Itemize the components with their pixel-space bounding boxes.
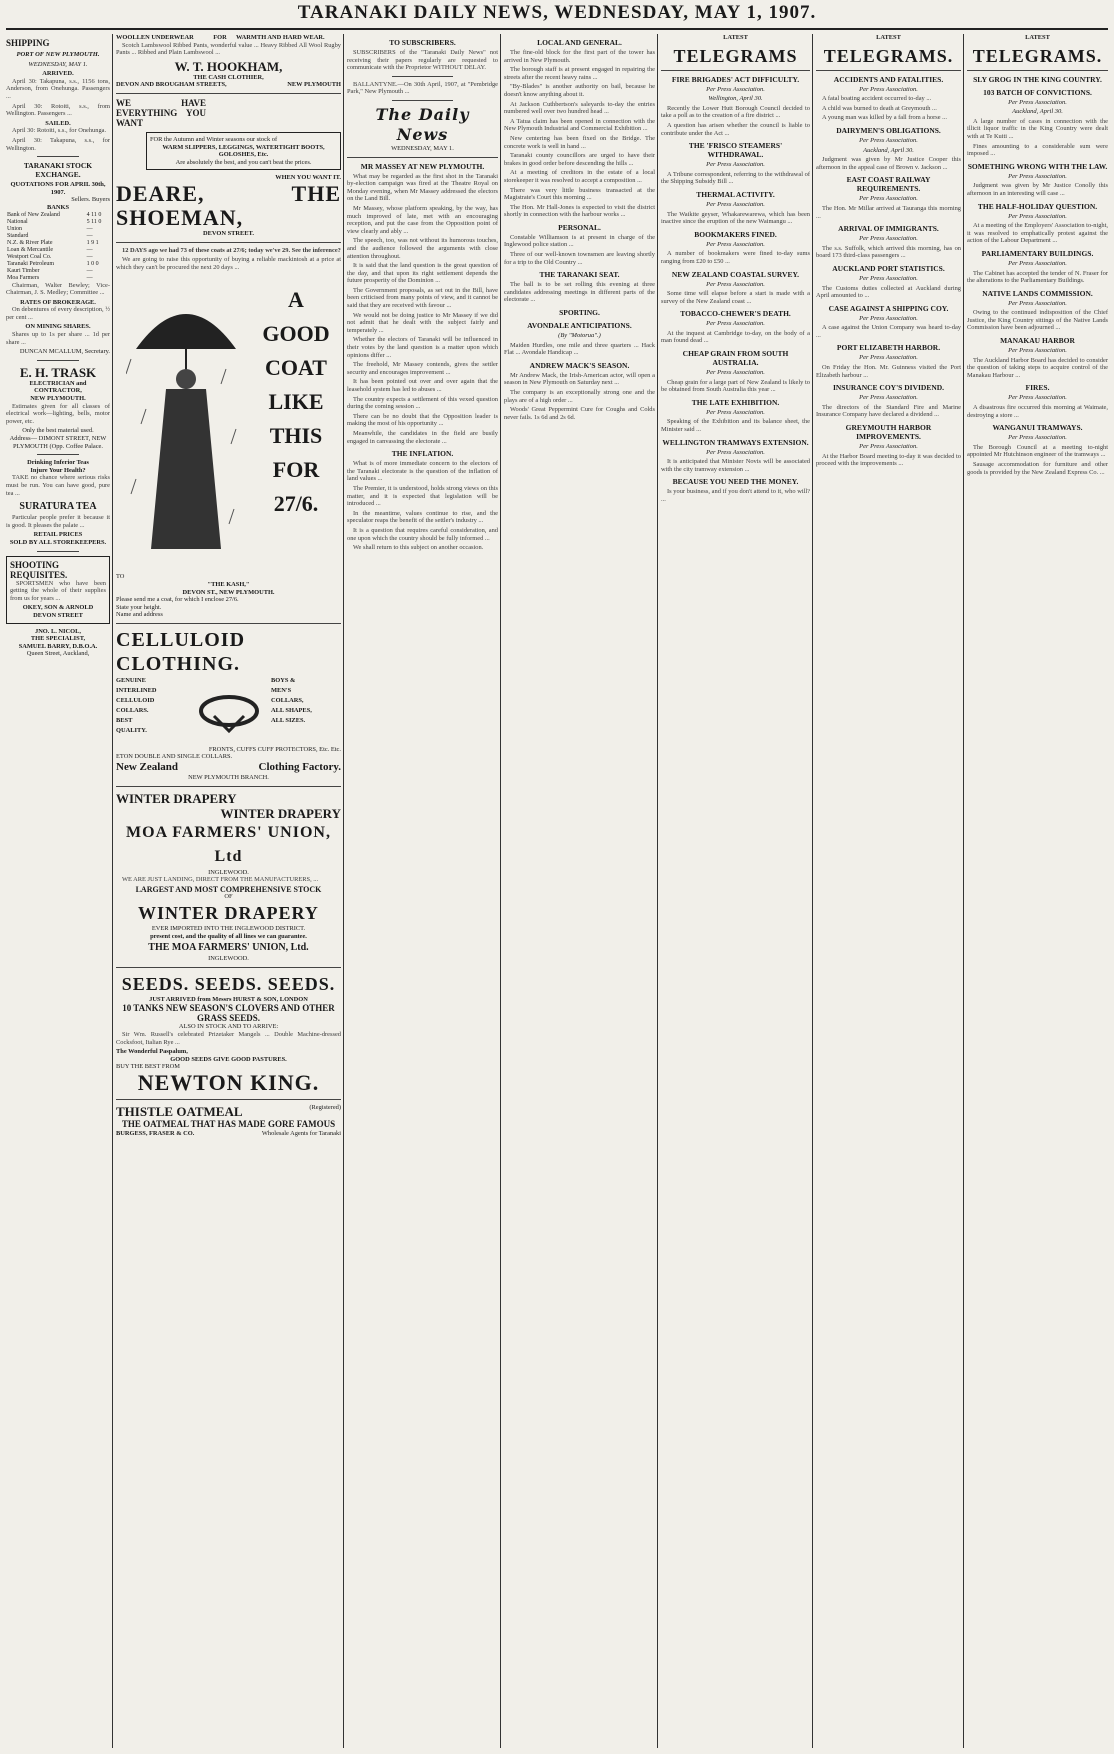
mack-text: Mr Andrew Mack, the Irish-American actor, will open a season in New Plymouth on Saturday next ... The company is an exceptionally strong one and the plays are of a high order ... Woods' Great Peppermint Cure for Coughs and Colds never fails. 1s 6d and 2s 6d. xyxy=(504,371,655,421)
woollen-heading: WOOLLEN UNDERWEAR xyxy=(116,34,194,41)
manakau-heading: MANAKAU HARBOR xyxy=(1000,336,1075,346)
coat-word: GOOD xyxy=(262,321,330,347)
shipping-heading: SHIPPING xyxy=(6,38,50,48)
hookham-clothier: THE CASH CLOTHIER, xyxy=(193,73,264,81)
latest-label: LATEST xyxy=(723,34,748,41)
broker-name: DUNCAN MCALLUM, Secretary. xyxy=(19,348,110,356)
celluloid-left xyxy=(116,676,186,746)
elizabeth-heading: PORT ELIZABETH HARBOR. xyxy=(836,343,941,353)
per-press: Per Press Association. xyxy=(1008,212,1067,220)
bookmakers-heading: BOOKMAKERS FINED. xyxy=(694,229,777,239)
celluloid-heading: CELLULOID CLOTHING. xyxy=(116,628,246,675)
half-heading: THE HALF-HOLIDAY QUESTION. xyxy=(977,201,1098,211)
stock-notes: Chairman, Walter Bewley; Vice-Chairman, J. S. Medley; Committee ... xyxy=(6,281,110,297)
auckland-text: The Customs duties collected at Auckland during April amounted to ... xyxy=(816,284,961,300)
because-text: Is your business, and if you don't attend to it, who will? ... xyxy=(661,488,810,503)
accidents-text: A fatal boating accident occurred to-day ... A child was burned to death at Greymouth ... A young man was killed by a fall from a horse ... xyxy=(822,95,947,122)
moa-heading-2: THE MOA FARMERS' UNION, Ltd. xyxy=(148,942,309,954)
arrival-text: The s.s. Suffolk, which arrived this morning, has on board 173 third-class passengers ... xyxy=(816,244,961,260)
coat-word: 27/6. xyxy=(273,491,319,517)
sporting-heading: SPORTING. xyxy=(559,308,600,318)
thistle-registered: (Registered) xyxy=(309,1103,341,1111)
deare-autumn: FOR the Autumn and Winter seasons our stock of xyxy=(150,135,278,143)
brokerage-heading: RATES OF BROKERAGE. xyxy=(20,298,96,306)
celluloid-word: ALL SIZES. xyxy=(271,716,306,724)
column-local xyxy=(504,34,655,1748)
per-press: Per Press Association. xyxy=(706,161,765,169)
seeds-heading: SEEDS. SEEDS. SEEDS. xyxy=(121,973,336,994)
local-text: The fine-old block for the first part of the tower has arrived in New Plymouth. The borough staff is at present engaged in repairing the streets after the recent heavy rains ... "By-Blades" is another authority on bail, because he doesn't know anything about it. At Jackson Cuthbertson's saleyards to-day the entries numbered well over two hundred head ... A Tatua claim has been opened in connection with the New Plymouth Industrial and Commercial Exhibition ... New centering has been fixed on the Bridge. The concrete work is well in hand ... Taranaki county councillors are urged to have their brakes in good order before descending the hills ... At a meeting of creditors in the estate of a local storekeeper it was resolved to accept a composition ... There was very little business transacted at the Magistrate's Court this morning ... The Hon. Mr Hall-Jones is expected to visit the district shortly in connection with the harbour works ... xyxy=(504,49,655,219)
per-press: Per Press Association. xyxy=(1008,434,1067,442)
moa-landing-text: WE ARE JUST LANDING, DIRECT FROM THE MANUFACTURERS, ... xyxy=(122,876,319,884)
celluloid-word: INTERLINED xyxy=(116,686,157,694)
native-heading: NATIVE LANDS COMMISSION. xyxy=(982,288,1093,298)
shooting-text: SPORTSMEN who have been getting the whole of their supplies from us for years ... xyxy=(10,579,106,602)
hurst-line: JUST ARRIVED from Messrs HURST & SON, LONDON xyxy=(149,995,308,1003)
trask-name: E. H. TRASK xyxy=(19,364,97,380)
column-rule xyxy=(343,34,344,1748)
celluloid-right xyxy=(271,676,341,746)
celluloid-word: BEST xyxy=(116,716,133,724)
stock-table: Bank of New Zealand 4 11 0 National 5 11 0 Union — Standard — N.Z. & River Plate 1 9 1 Loan & Mercantile — Westport Coal Co. — Taranaki Petroleum 1 0 0 Kauri Timber — Moa Farmers — xyxy=(7,211,102,281)
latest-label: LATEST xyxy=(876,34,901,41)
celluloid-word: ALL SHAPES, xyxy=(271,706,312,714)
moa-heading: MOA FARMERS' UNION, Ltd xyxy=(126,823,331,865)
masthead: TARANAKI DAILY NEWS, WEDNESDAY, MAY 1, 1907. xyxy=(297,2,817,23)
per-press: Per Press Association. xyxy=(1008,259,1067,267)
coat-word: A xyxy=(288,287,304,313)
telegrams-heading: TELEGRAMS. xyxy=(823,45,954,66)
deare-absolutely: Are absolutely the best, and you can't beat the prices. xyxy=(175,158,312,166)
per-press: Per Press Association. xyxy=(859,195,918,203)
editorial-date: WEDNESDAY, MAY 1. xyxy=(391,144,454,152)
dateline: Auckland, April 30. xyxy=(1012,108,1063,116)
trask-town: NEW PLYMOUTH. xyxy=(30,395,86,403)
bookmakers-text: A number of bookmakers were fined to-day sums ranging from £20 to £50 ... xyxy=(661,250,810,265)
new-zealand-label: New Zealand xyxy=(116,761,179,774)
sold-line: SOLD BY ALL STOREKEEPERS. xyxy=(9,538,107,546)
shipping-text: April 30: Takapuna, s.s., 1156 tons, Anderson, from Onehunga. Passengers ... April 30: Rotoiti, s.s., from Wellington. Passengers ... xyxy=(6,77,110,118)
suratura-text: Particular people prefer it because it is good. It pleases the palate ... xyxy=(6,514,110,529)
parliamentary-text: The Cabinet has accepted the tender of N. Fraser for the alterations to the Parliamentary Buildings. xyxy=(967,269,1108,285)
thistle-line xyxy=(116,1104,341,1119)
celluloid-word: MEN'S xyxy=(271,686,292,694)
per-press: Per Press Association. xyxy=(859,394,918,402)
exhibition-text: Speaking of the Exhibition and its balance sheet, the Minister said ... xyxy=(661,418,810,434)
when-you-want: WHEN YOU WANT IT. xyxy=(275,174,341,182)
largest-line: LARGEST AND MOST COMPREHENSIVE STOCK xyxy=(135,884,322,894)
column-rule xyxy=(963,34,964,1748)
kash-send: Please send me a coat, for which I enclose 27/6. xyxy=(116,596,239,604)
wellington-heading: WELLINGTON TRAMWAYS EXTENSION. xyxy=(662,437,809,447)
seat-heading: THE TARANAKI SEAT. xyxy=(539,270,620,280)
banks-label: BANKS xyxy=(46,203,70,211)
umbrella-figure-icon xyxy=(126,279,246,579)
kash-name: "THE KASH," xyxy=(207,580,250,588)
arrival-heading: ARRIVAL OF IMMIGRANTS. xyxy=(838,224,939,234)
kash-name-line: Name and address xyxy=(116,611,163,619)
kash-to: TO xyxy=(116,573,125,581)
hookham-address xyxy=(116,81,341,89)
column-rule xyxy=(500,34,501,1748)
daily-news-title: The Daily News xyxy=(375,104,470,144)
burgess-name: BURGESS, FRASER & CO. xyxy=(116,1129,195,1137)
per-press: Per Press Association. xyxy=(859,85,918,93)
shooting-heading: SHOOTING REQUISITES. xyxy=(10,559,68,580)
thistle-heading: THISTLE OATMEAL xyxy=(116,1103,243,1119)
collar-icon xyxy=(194,676,264,746)
per-press: Per Press Association. xyxy=(859,354,918,362)
auckland-heading: AUCKLAND PORT STATISTICS. xyxy=(832,263,945,273)
tea-text: TAKE no chance where serious risks must be run. You can have good, pure tea ... xyxy=(6,474,110,497)
sailed-heading: SAILED. xyxy=(45,119,71,127)
column-rule xyxy=(657,34,658,1748)
convictions-heading: 103 BATCH OF CONVICTIONS. xyxy=(983,87,1092,97)
insurance-heading: INSURANCE COY'S DIVIDEND. xyxy=(832,383,945,393)
thermal-heading: THERMAL ACTIVITY. xyxy=(696,189,775,199)
wanganui-text: The Borough Council at a meeting to-night appointed Mr Hutchinson engineer of the tramways ... Sausage accommodation for furniture and other goods is provided by the New Zealand Express Co. ... xyxy=(967,443,1108,476)
suratura-heading: SURATURA TEA xyxy=(19,501,97,513)
elizabeth-text: On Friday the Hon. Mr. Guinness visited the Port Elizabeth harbour ... xyxy=(816,364,961,379)
parliamentary-heading: PARLIAMENTARY BUILDINGS. xyxy=(981,248,1094,258)
winter-heading-2: WINTER DRAPERY xyxy=(220,805,341,821)
dateline: Wellington, April 30. xyxy=(708,95,763,103)
per-press: Per Press Association. xyxy=(706,408,765,416)
moa-landing xyxy=(116,876,341,884)
cheap-heading: CHEAP GRAIN FROM SOUTH AUSTRALIA. xyxy=(682,349,789,368)
inflation-heading: THE INFLATION. xyxy=(391,449,454,459)
deare-street: DEVON STREET. xyxy=(203,229,254,237)
per-press: Per Press Association. xyxy=(1008,98,1067,106)
column-telegrams-3 xyxy=(967,34,1108,1748)
sly-heading: SLY GROG IN THE KING COUNTRY. xyxy=(973,74,1102,84)
per-press: Per Press Association. xyxy=(706,320,765,328)
subscribers-heading: TO SUBSCRIBERS. xyxy=(389,38,456,47)
avondale-byline: (By "Motorua".) xyxy=(558,332,601,340)
tobacco-text: At the inquest at Cambridge to-day, on the body of a man found dead ... xyxy=(661,329,810,345)
personal-text: Constable Williamson is at present in charge of the Inglewood police station ... Three of our well-known townsmen are leaving shortly for a trip to the Old Country ... xyxy=(504,233,655,266)
port-date: WEDNESDAY, MAY 1. xyxy=(28,60,88,68)
half-text: At a meeting of the Employers' Association to-night, it was resolved to emphatically protest against the action of the Labour Department ... xyxy=(967,222,1108,245)
deare-heading: DEARE, THE SHOEMAN, xyxy=(116,180,341,230)
brokerage-text: On debentures of every description, ½ per cent ... xyxy=(6,306,110,321)
burgess-line xyxy=(116,1130,341,1138)
kash-address: DEVON ST., NEW PLYMOUTH. xyxy=(182,588,275,596)
because-heading: BECAUSE YOU NEED THE MONEY. xyxy=(672,477,799,487)
thermal-text: The Waikite geyser, Whakarewarewa, which has been inactive since the eruption of the new Waimangu ... xyxy=(661,210,810,226)
dateline: Auckland, April 30. xyxy=(863,146,914,154)
column-editorial xyxy=(347,34,498,1748)
insurance-text: The directors of the Standard Fire and Marine Insurance Company have declared a dividend ... xyxy=(816,403,961,419)
paspalum-line: The Wonderful Paspalum, xyxy=(116,1048,188,1056)
per-press: Per Press Association. xyxy=(706,85,765,93)
queen-street: Queen Street, Auckland, xyxy=(26,650,90,658)
greymouth-heading: GREYMOUTH HARBOR IMPROVEMENTS. xyxy=(845,423,932,442)
coastal-text: Some time will elapse before a start is made with a survey of the New Zealand coast ... xyxy=(661,290,810,305)
winter-heading-3: WINTER DRAPERY xyxy=(138,903,319,924)
coat-slogan xyxy=(256,283,336,521)
accidents-heading: ACCIDENTS AND FATALITIES. xyxy=(833,74,944,84)
drinking-heading: Drinking Inferior Teas xyxy=(27,459,89,467)
column-ads xyxy=(116,34,341,1748)
seat-text: The ball is to be set rolling this evening at three candidates addressing meetings in different parts of the electorate ... xyxy=(504,281,655,304)
celluloid-word: COLLARS. xyxy=(116,706,149,714)
celluloid-word: GENUINE xyxy=(116,676,146,684)
trask-text: Estimates given for all classes of electrical work—lighting, bells, motor power, etc. xyxy=(6,402,110,425)
trask-address: Address— DIMONT STREET, NEW PLYMOUTH (Opp. Coffee Palace. xyxy=(9,435,107,450)
warmth-heading: WARMTH AND HARD WEAR. xyxy=(236,34,325,41)
kash-days: 12 DAYS ago we had 73 of these coats at 27/6; today we've 29. See the inference? xyxy=(122,246,341,254)
per-press: Per Press Association. xyxy=(1008,347,1067,355)
hookham-text: Scotch Lambswool Ribbed Pants, wonderful value ... Heavy Ribbed All Wool Rugby Pants ... Ribbed and Plain Lambswool ... xyxy=(116,41,341,57)
celluloid-fronts: FRONTS, CUFFS CUFF PROTECTORS, Etc. Etc. xyxy=(208,745,341,753)
coat-word: COAT xyxy=(265,355,327,381)
per-press: Per Press Association. xyxy=(706,280,765,288)
stock-exchange-heading: TARANAKI STOCK EXCHANGE. xyxy=(23,161,93,180)
fires-text: A disastrous fire occurred this morning at Waimate, destroying a store ... xyxy=(967,404,1108,419)
port-heading: PORT OF NEW PLYMOUTH. xyxy=(16,51,100,58)
celluloid-body xyxy=(116,676,341,746)
arrived-heading: ARRIVED. xyxy=(42,70,74,78)
oatmeal-line: THE OATMEAL THAT HAS MADE GORE FAMOUS xyxy=(121,1118,336,1129)
per-press: Per Press Association. xyxy=(1008,299,1067,307)
specialist-heading: THE SPECIALIST, xyxy=(30,635,86,643)
celluloid-word: BOYS & xyxy=(271,676,296,684)
good-seeds-line: GOOD SEEDS GIVE GOOD PASTURES. xyxy=(170,1055,287,1063)
wrong-text: Judgment was given by Mr Justice Conolly this afternoon in an interesting will case ... xyxy=(967,182,1108,197)
per-press: Per Press Association. xyxy=(1008,172,1067,180)
celluloid-word: CELLULOID xyxy=(116,696,155,704)
sailed-text: April 30: Rotoiti, s.s., for Onehunga. April 30: Takapuna, s.s., for Wellington. xyxy=(6,127,110,152)
personal-heading: PERSONAL. xyxy=(558,222,601,232)
moa-inglewood-2: INGLEWOOD. xyxy=(208,955,249,963)
wanganui-heading: WANGANUI TRAMWAYS. xyxy=(992,423,1083,433)
frisco-heading: THE 'FRISCO STEAMERS' WITHDRAWAL. xyxy=(688,141,783,160)
mack-heading: ANDREW MACK'S SEASON. xyxy=(529,360,630,370)
moa-inglewood: INGLEWOOD. xyxy=(208,868,249,876)
imported-line: EVER IMPORTED INTO THE INGLEWOOD DISTRICT. xyxy=(151,925,306,933)
manakau-text: The Auckland Harbor Board has decided to consider the question of taking steps to acquire control of the Manakau Harbour ... xyxy=(967,356,1108,379)
deare-box xyxy=(146,132,341,170)
telegrams-heading: TELEGRAMS. xyxy=(972,45,1103,66)
per-press: Per Press Association. xyxy=(1008,394,1067,402)
retail-heading: RETAIL PRICES xyxy=(33,531,83,539)
local-heading: LOCAL AND GENERAL. xyxy=(537,38,622,47)
deare-items: WARM SLIPPERS, LEGGINGS, WATERTIGHT BOOTS, GOLOSHES, Etc. xyxy=(162,143,325,159)
column-shipping xyxy=(6,34,110,1748)
greymouth-text: At the Harbor Board meeting to-day it was decided to proceed with the improvements ... xyxy=(816,452,961,468)
tobacco-heading: TOBACCO-CHEWER'S DEATH. xyxy=(680,309,791,319)
coat-word: THIS xyxy=(269,423,323,449)
massey-text: What may be regarded as the first shot in the Taranaki by-election campaign was fired at the Theatre Royal on Monday evening, when Mr Massey addressed the electors on the Land Bill. Mr Massey, whose platform speaking, by the way, has much improved of late, met with an encouraging reception, and put the case from the Opposition point of view clearly and ably ... The speech, too, was not without its humorous touches, and the audience followed the arguments with close attention throughout. It is said that the land question is the great question of the day, and that upon its right settlement depends the future prosperity of the Dominion ... The Government proposals, as set out in the Bill, have been criticised from many points of view, and it cannot be said that they are received with favour ... We would not be doing justice to Mr Massey if we did not admit that he dealt with the subject fairly and temperately ... Whether the electors of Taranaki will be influenced in their votes by the land question is a matter upon which opinions differ ... The freehold, Mr Massey contends, gives the settler security and encourages improvement ... It has been pointed out over and over again that the leasehold system has led to abuses ... The country expects a settlement of this vexed question during the coming session ... There can be no doubt that the Opposition leader is making the most of his opportunity ... Meanwhile, the candidates in the field are busily engaged in canvassing the electorate ... xyxy=(347,172,498,445)
fires-heading: FIRES. xyxy=(1025,383,1050,393)
hookham-town: NEW PLYMOUTH xyxy=(287,81,341,89)
dairymen-heading: DAIRYMEN'S OBLIGATIONS. xyxy=(836,125,941,135)
frisco-text: A Tribune correspondent, referring to the withdrawal of the Shipping Subsidy Bill ... xyxy=(661,170,810,186)
okey-street: DEVON STREET xyxy=(33,611,83,619)
celluloid-word: QUALITY. xyxy=(116,726,147,734)
wrong-heading: SOMETHING WRONG WITH THE LAW. xyxy=(967,161,1108,171)
per-press: Per Press Association. xyxy=(706,448,765,456)
trask-subtitle: ELECTRICIAN and CONTRACTOR, xyxy=(29,379,87,395)
quotations-heading: QUOTATIONS FOR APRIL 30th, 1907. xyxy=(10,181,106,196)
factory-line xyxy=(116,761,341,774)
hookham-ad-top xyxy=(116,34,341,42)
newton-heading: NEWTON KING. xyxy=(137,1069,320,1095)
okey-name: OKEY, SON & ARNOLD xyxy=(22,604,94,612)
clothing-factory-label: Clothing Factory. xyxy=(258,761,341,774)
exhibition-heading: THE LATE EXHIBITION. xyxy=(691,397,780,407)
hookham-streets: DEVON AND BROUGHAM STREETS, xyxy=(116,81,227,89)
avondale-text: Maiden Hurdles, one mile and three quarters ... Hack Flat ... Avondale Handicap ... xyxy=(504,341,655,357)
branch-label: NEW PLYMOUTH BRANCH. xyxy=(188,774,269,782)
sly-text: A large number of cases in connection with the illicit liquor traffic in the King Country were dealt with at Te Kuiti ... Fines amounting to a considerable sum were imposed ... xyxy=(967,117,1108,158)
birth-text: BALLANTYNE.—On 30th April, 1907, at "Pembridge Park," New Plymouth ... xyxy=(347,80,498,96)
cheap-text: Cheap grain for a large part of New Zealand is likely to be obtained from South Australia this year ... xyxy=(661,378,810,394)
column-telegrams-1 xyxy=(661,34,810,1748)
inflation-text: What is of more immediate concern to the electors of the Taranaki electorate is the question of the inflation of land values ... The Premier, it is understood, holds strong views on this matter, and it is expected that legislation will be introduced ... In the meantime, values continue to rise, and the speculator reaps the benefit of the settler's industry ... It is a question that requires careful consideration, and one upon which the country should be fully informed ... We shall return to this subject on another occasion. xyxy=(347,460,498,552)
fire-heading: FIRE BRIGADES' ACT DIFFICULTY. xyxy=(671,74,800,84)
stock-line: ALSO IN STOCK AND TO ARRIVE: xyxy=(178,1023,279,1031)
barry-name: SAMUEL BARRY, D.B.O.A. xyxy=(18,642,98,650)
latest-label: LATEST xyxy=(1025,34,1050,41)
massey-heading: MR MASSEY AT NEW PLYMOUTH. xyxy=(360,161,485,171)
kash-coat-ad xyxy=(116,273,341,573)
per-press: Per Press Association. xyxy=(706,240,765,248)
masthead-rule xyxy=(6,28,1108,30)
shooting-ad xyxy=(6,556,110,624)
railway-text: The Hon. Mr Millar arrived at Tauranga this morning ... xyxy=(816,204,961,220)
mining-heading: ON MINING SHARES. xyxy=(25,323,91,331)
per-press: Per Press Association. xyxy=(859,235,918,243)
trask-note: Only the best material used. xyxy=(22,427,94,435)
seeds-text: Sir Wm. Russell's celebrated Prizetaker Mangels ... Double Machine-dressed Cocksfoot, Italian Rye ... xyxy=(116,1031,341,1046)
nicol-name: JNO. L. NICOL, xyxy=(35,627,81,635)
avondale-heading: AVONDALE ANTICIPATIONS. xyxy=(527,321,632,331)
per-press: Per Press Association. xyxy=(859,274,918,282)
dairymen-text: Judgment was given by Mr Justice Cooper this afternoon in the appeal case of Brown v. Jackson ... xyxy=(816,156,961,171)
per-press: Per Press Association. xyxy=(859,443,918,451)
for-label: FOR xyxy=(213,34,227,41)
hookham-name: W. T. HOOKHAM, xyxy=(174,58,283,74)
per-press: Per Press Association. xyxy=(706,200,765,208)
kash-days-text: 12 DAYS ago we had 73 of these coats at 27/6; today we've 29. See the inference? We are going to raise this opportunity of buying a reliable mackintosh at a price at which they can't be procured the next 20 days ... xyxy=(116,246,341,271)
shipping-case-text: A case against the Union Company was heard to-day ... xyxy=(816,324,961,339)
winter-heading-1: WINTER DRAPERY xyxy=(116,790,237,806)
subscribers-text: SUBSCRIBERS of the "Taranaki Daily News" not receiving their papers regularly are requested to communicate with the Proprietor WITHOUT DELAY. xyxy=(347,49,498,72)
railway-heading: EAST COAST RAILWAY REQUIREMENTS. xyxy=(846,175,931,194)
sellers-buyers: Sellers. Buyers xyxy=(71,196,110,204)
native-text: Owing to the continued indisposition of the Chief Justice, the King Country sittings of the Native Lands Commission have been adjourned ... xyxy=(967,309,1108,332)
mining-text: Shares up to 1s per share ... 1d per share ... xyxy=(6,331,110,346)
guarantee-line: present cost, and the quality of all lines we can guarantee. xyxy=(150,932,307,940)
fire-text: Recently the Lower Hutt Borough Council decided to take a poll as to the creation of a fire district ... A question has arisen whether the council is liable to contribute under the Act ... xyxy=(661,104,810,137)
burgess-agents: Wholesale Agents for Taranaki xyxy=(261,1129,341,1137)
coat-word: FOR xyxy=(272,457,320,483)
of-line: OF xyxy=(224,893,233,901)
tanks-line: 10 TANKS NEW SEASON'S CLOVERS AND OTHER GRASS SEEDS. xyxy=(122,1003,335,1024)
buy-line: BUY THE BEST FROM xyxy=(116,1063,180,1071)
wellington-text: It is anticipated that Minister Novis will be associated with the city tramway extension ... xyxy=(661,458,810,473)
kash-height: State your height. xyxy=(116,603,162,611)
we-have-heading: WE HAVE EVERYTHING YOU WANT xyxy=(116,97,206,128)
celluloid-word: COLLARS, xyxy=(271,696,304,704)
telegrams-heading: TELEGRAMS xyxy=(673,45,798,66)
injure-heading: Injure Your Health? xyxy=(30,466,86,474)
column-telegrams-2 xyxy=(816,34,961,1748)
coastal-heading: NEW ZEALAND COASTAL SURVEY. xyxy=(671,269,800,279)
celluloid-eton: ETON DOUBLE AND SINGLE COLLARS. xyxy=(116,753,233,761)
coat-word: LIKE xyxy=(268,389,324,415)
column-rule xyxy=(812,34,813,1748)
per-press: Per Press Association. xyxy=(859,136,918,144)
per-press: Per Press Association. xyxy=(859,314,918,322)
shipping-case-heading: CASE AGAINST A SHIPPING COY. xyxy=(828,303,949,313)
column-rule xyxy=(112,34,113,1748)
per-press: Per Press Association. xyxy=(706,369,765,377)
